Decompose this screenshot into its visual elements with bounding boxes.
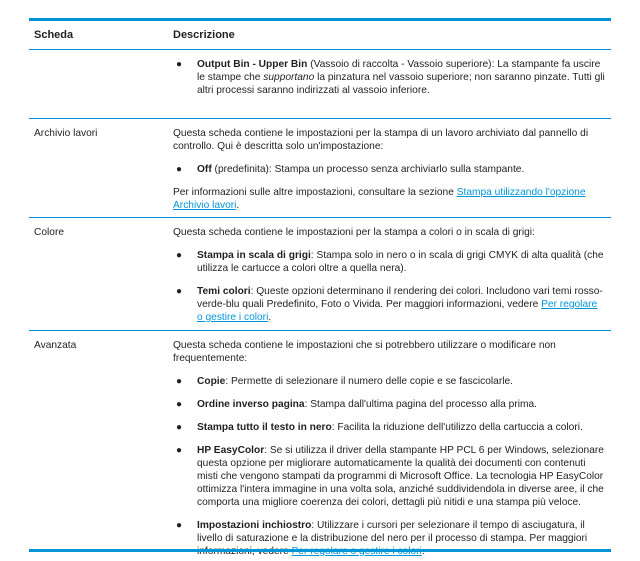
item-term: HP EasyColor <box>197 445 265 456</box>
bullet-icon: ● <box>176 422 183 433</box>
row-description <box>173 331 611 561</box>
item-term: Stampa in scala di grigi <box>197 250 311 261</box>
table-row <box>29 331 611 561</box>
bullet-icon: ● <box>176 376 183 387</box>
list-item: ● HP EasyColor: Se si utilizza il driver della stampante HP PCL 6 per Windows, selezionare questa opzione per migliorare automaticamente la qualità dei documenti con contenuti misti che vengono stampati da programmi di Microsoft Office. La tecnologia HP EasyColor ottimizza l'intera immagine in una volta sola, anziché suddividendola in diverse aree, il che comporta una migliore coerenza dei colori, dettagli più nitidi e una stampa più veloce. <box>173 444 605 509</box>
bullet-icon: ● <box>176 250 183 261</box>
row-label: Avanzata <box>34 340 77 351</box>
bullet-icon: ● <box>176 399 183 410</box>
header-descrizione: Descrizione <box>173 29 235 41</box>
list-item: ● Stampa tutto il testo in nero: Facilita la riduzione dell'utilizzo della cartuccia a colori. <box>173 421 605 434</box>
list-item: ● Copie: Permette di selezionare il numero delle copie e se fascicolarle. <box>173 375 605 388</box>
item-term: Ordine inverso pagina <box>197 399 305 410</box>
row-intro: Questa scheda contiene le impostazioni che si potrebbero utilizzare o modificare non frequentemente: <box>173 340 556 364</box>
item-term: Output Bin - Upper Bin <box>197 59 308 70</box>
row-description <box>173 218 611 330</box>
gestire-colori-link[interactable]: Per regolare o gestire i colori <box>197 299 598 323</box>
archivio-lavori-link[interactable]: Stampa utilizzando l'opzione Archivio lavori <box>173 187 586 211</box>
item-term: Temi colori <box>197 286 251 297</box>
list-item: ● Output Bin - Upper Bin (Vassoio di raccolta - Vassoio superiore): La stampante fa uscire le stampe che supportano la pinzatura nel vassoio superiore; non saranno pinzate. Tutti gli altri processi saranno indirizzati al vassoio inferiore. <box>173 58 605 97</box>
settings-table <box>29 18 611 561</box>
list-item: ● Off (predefinita): Stampa un processo senza archiviarlo sulla stampante. <box>173 163 605 176</box>
list-item: ● Ordine inverso pagina: Stampa dall'ultima pagina del processo alla prima. <box>173 398 605 411</box>
row-description <box>173 50 611 118</box>
table-bottom-rule <box>29 549 611 552</box>
item-term: Off <box>197 164 212 175</box>
list-item: ● Temi colori: Queste opzioni determinano il rendering dei colori. Includono vari temi rosso-verde-blu quali Predefinito, Foto o Vivida. Per maggiori informazioni, vedere Per regolare o gestire i colori. <box>173 285 605 324</box>
row-label: Archivio lavori <box>34 128 98 139</box>
item-term: Copie <box>197 376 226 387</box>
row-description <box>173 119 611 217</box>
bullet-icon: ● <box>176 164 183 175</box>
table-row <box>29 218 611 331</box>
row-outro: Per informazioni sulle altre impostazioni, consultare la sezione Stampa utilizzando l'opzione Archivio lavori. <box>173 187 586 211</box>
bullet-icon: ● <box>176 59 183 70</box>
item-term: Impostazioni inchiostro <box>197 520 312 531</box>
row-intro: Questa scheda contiene le impostazioni per la stampa di un lavoro archiviato dal pannello di controllo. Qui è descritta solo un'impostazione: <box>173 128 589 152</box>
row-label <box>29 50 173 118</box>
list-item: ● Impostazioni inchiostro: Utilizzare i cursori per selezionare il tempo di asciugatura, il livello di saturazione e la distribuzione del nero per il processo di stampa. Per maggiori <box>173 519 605 558</box>
table-row <box>29 50 611 119</box>
item-term: Stampa tutto il testo in nero <box>197 422 332 433</box>
row-label: Colore <box>34 227 65 238</box>
list-item: ● Stampa in scala di grigi: Stampa solo in nero o in scala di grigi CMYK di alta qualità (che utilizza le cartucce a colori oltre a quella nera). <box>173 249 605 275</box>
table-row <box>29 119 611 218</box>
header-scheda: Scheda <box>34 29 74 41</box>
bullet-icon: ● <box>176 520 183 531</box>
row-intro: Questa scheda contiene le impostazioni per la stampa a colori o in scala di grigi: <box>173 227 535 238</box>
bullet-icon: ● <box>176 445 183 456</box>
bullet-icon: ● <box>176 286 183 297</box>
table-header <box>29 21 611 50</box>
